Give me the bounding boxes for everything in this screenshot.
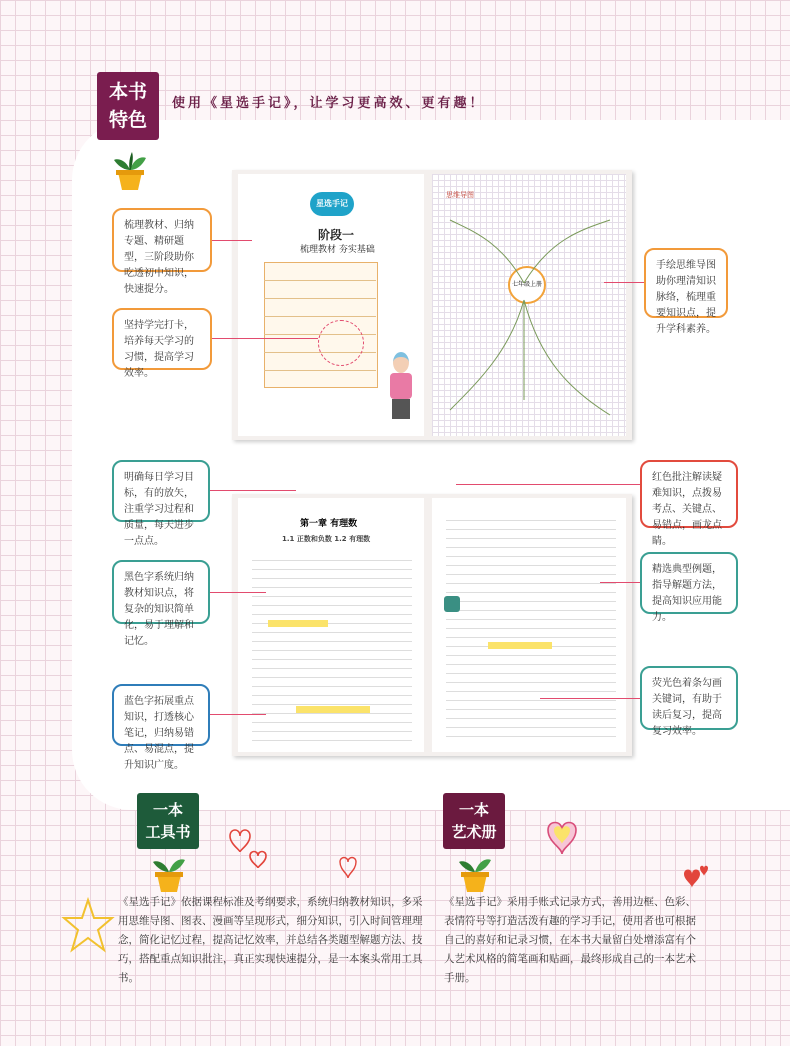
chapter-title: 第一章 有理数 (300, 519, 358, 529)
connector-line (212, 240, 252, 241)
table-row (264, 298, 376, 299)
mindmap-branches (440, 200, 620, 430)
heart-icon (540, 814, 586, 858)
heart-icon (318, 852, 374, 882)
connector-line (210, 490, 296, 491)
table-row (264, 316, 376, 317)
tool-book-text: 《星选手记》依据课程标准及考纲要求，系统归纳教材知识，多采用思维导图、图表、漫画等呈现形式，细分知识，引入时间管理理念，简化记忆过程，提高记忆效率，并总结各类题型解题方法、技巧，搭配重点知识批注，真正实现快速提分，是一本案头常用工具书。 (118, 896, 423, 984)
section-title: 1.1 正数和负数 1.2 有理数 (282, 535, 371, 543)
content-lines-right (446, 512, 616, 742)
book1-stage: 阶段一 (318, 228, 355, 242)
feature-tag-line1: 本书 (108, 81, 147, 103)
connector-line (210, 714, 266, 715)
highlight-bar (268, 620, 328, 627)
plant-pot-icon (455, 850, 495, 894)
content-lines-left (252, 552, 412, 742)
connector-line (604, 282, 644, 283)
mindmap-title: 思维导图 (446, 191, 474, 199)
connector-line (212, 338, 318, 339)
connector-line (210, 592, 266, 593)
note-red-annotation: 红色批注解读疑难知识，点拨易考点、关键点、易错点，画龙点睛。 (640, 460, 738, 528)
table-row (264, 370, 376, 371)
slogan: 使用《星选手记》，让学习更高效、更有趣！ (172, 96, 486, 111)
book1-stage-subtitle: 梳理教材 夯实基础 (300, 245, 375, 255)
girl-illustration (388, 352, 414, 422)
feature-tag-line2: 特色 (108, 109, 147, 131)
table-row (264, 280, 376, 281)
note-stages: 梳理教材、归纳专题、精研题型，三阶段助你吃透初中知识，快速提分。 (112, 208, 212, 272)
tool-tag-line2: 工具书 (145, 823, 191, 841)
feature-tag (97, 72, 159, 140)
mindmap-center-node: 七年级上册 (508, 266, 546, 304)
note-highlighter: 荧光色着条勾画关键词，有助于读后复习，提高复习效率。 (640, 666, 738, 730)
tool-tag-line1: 一本 (152, 801, 183, 819)
heart-icon (676, 864, 716, 894)
note-mindmap: 手绘思维导图助你理清知识脉络，梳理重要知识点，提升学科素养。 (644, 248, 728, 318)
note-blue-text: 蓝色字拓展重点知识，打透核心笔记，归纳易错点、易混点，提升知识广度。 (112, 684, 210, 746)
art-book-tag (443, 793, 505, 849)
art-tag-line1: 一本 (458, 801, 489, 819)
heart-icon (216, 816, 276, 872)
book1-logo: 星选手记 (310, 192, 354, 216)
plant-pot-icon (149, 850, 189, 894)
note-daily-goal: 明确每日学习目标，有的放矢，注重学习过程和质量，每天进步一点点。 (112, 460, 210, 522)
note-black-text: 黑色字系统归纳教材知识点，将复杂的知识简单化，易于理解和记忆。 (112, 560, 210, 624)
art-book-text: 《星选手记》采用手账式记录方式，善用边框、色彩、表情符号等打造活泼有趣的学习手记，使用者也可根据自己的喜好和记录习惯，在本书大量留白处增添富有个人艺术风格的简笔画和贴画，最终形成自己的一本艺术手册。 (444, 896, 696, 984)
highlight-circle (318, 320, 364, 366)
connector-line (600, 582, 640, 583)
connector-line (540, 698, 640, 699)
note-examples: 精选典型例题，指导解题方法，提高知识应用能力。 (640, 552, 738, 614)
connector-line (456, 484, 640, 485)
example-box (444, 596, 460, 612)
plant-pot-icon (110, 148, 150, 192)
highlight-bar (488, 642, 552, 649)
art-tag-line2: 艺术册 (451, 823, 497, 841)
tool-book-tag (137, 793, 199, 849)
highlight-bar (296, 706, 370, 713)
note-checkin: 坚持学完打卡，培养每天学习的习惯，提高学习效率。 (112, 308, 212, 370)
star-icon (60, 896, 116, 956)
